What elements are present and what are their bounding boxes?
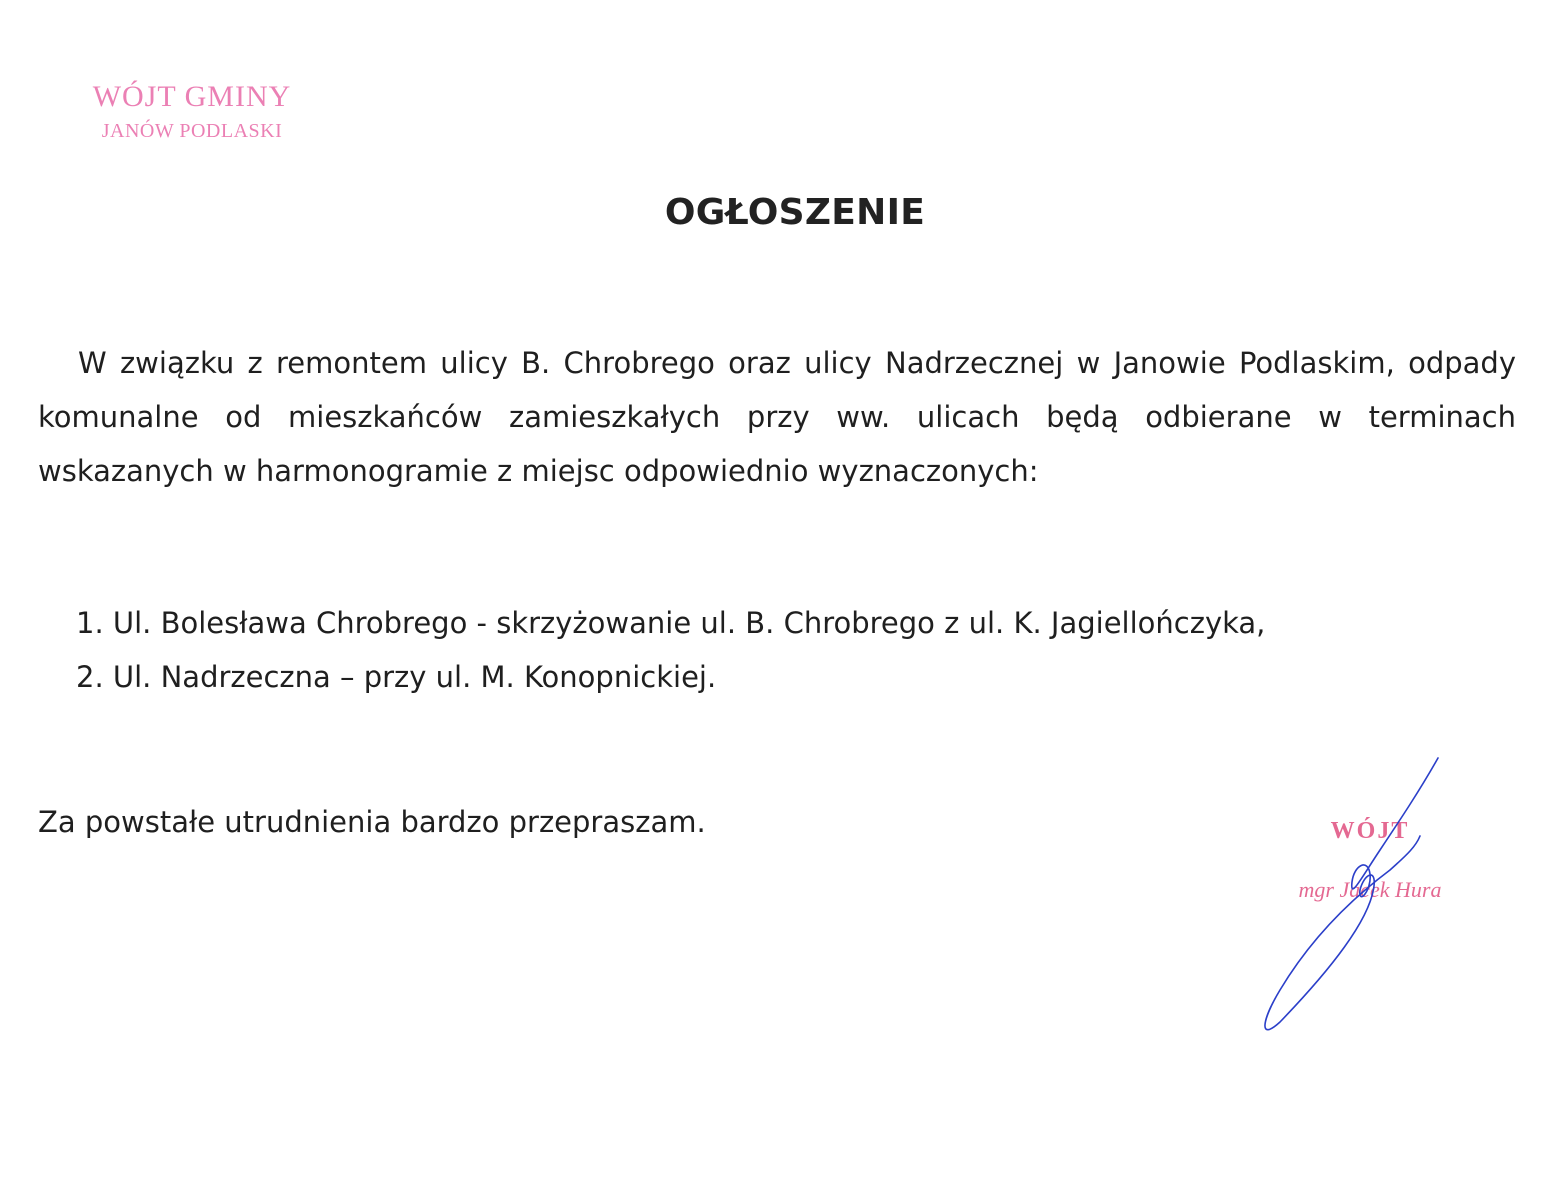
announcement-paragraph: W związku z remontem ulicy B. Chrobrego oraz ulicy Nadrzecznej w Janowie Podlaskim, odpady komunalne od mieszkańców zamieszkałych przy ww. ulicach będą odbierane w terminach wskazanych w harmonogramie z miejsc odpowiednio wyznaczonych: [38, 346, 1516, 488]
stamp-line-1: WÓJT GMINY [92, 80, 292, 113]
stamp-line-2: JANÓW PODLASKI [101, 120, 283, 142]
list-item: 2. Ul. Nadrzeczna – przy ul. M. Konopnickiej. [76, 660, 717, 694]
locations-list [76, 596, 1265, 704]
list-item: 1. Ul. Bolesława Chrobrego - skrzyżowanie ul. B. Chrobrego z ul. K. Jagiellończyka, [76, 606, 1266, 640]
document-title: OGŁOSZENIE [664, 192, 926, 233]
handwritten-signature [1240, 750, 1460, 1040]
closing-sentence: Za powstałe utrudnienia bardzo przepraszam. [38, 805, 706, 839]
office-stamp [72, 80, 312, 144]
signature-title: WÓJT [1330, 818, 1410, 844]
signature-name: mgr Jacek Hura [1298, 877, 1442, 902]
